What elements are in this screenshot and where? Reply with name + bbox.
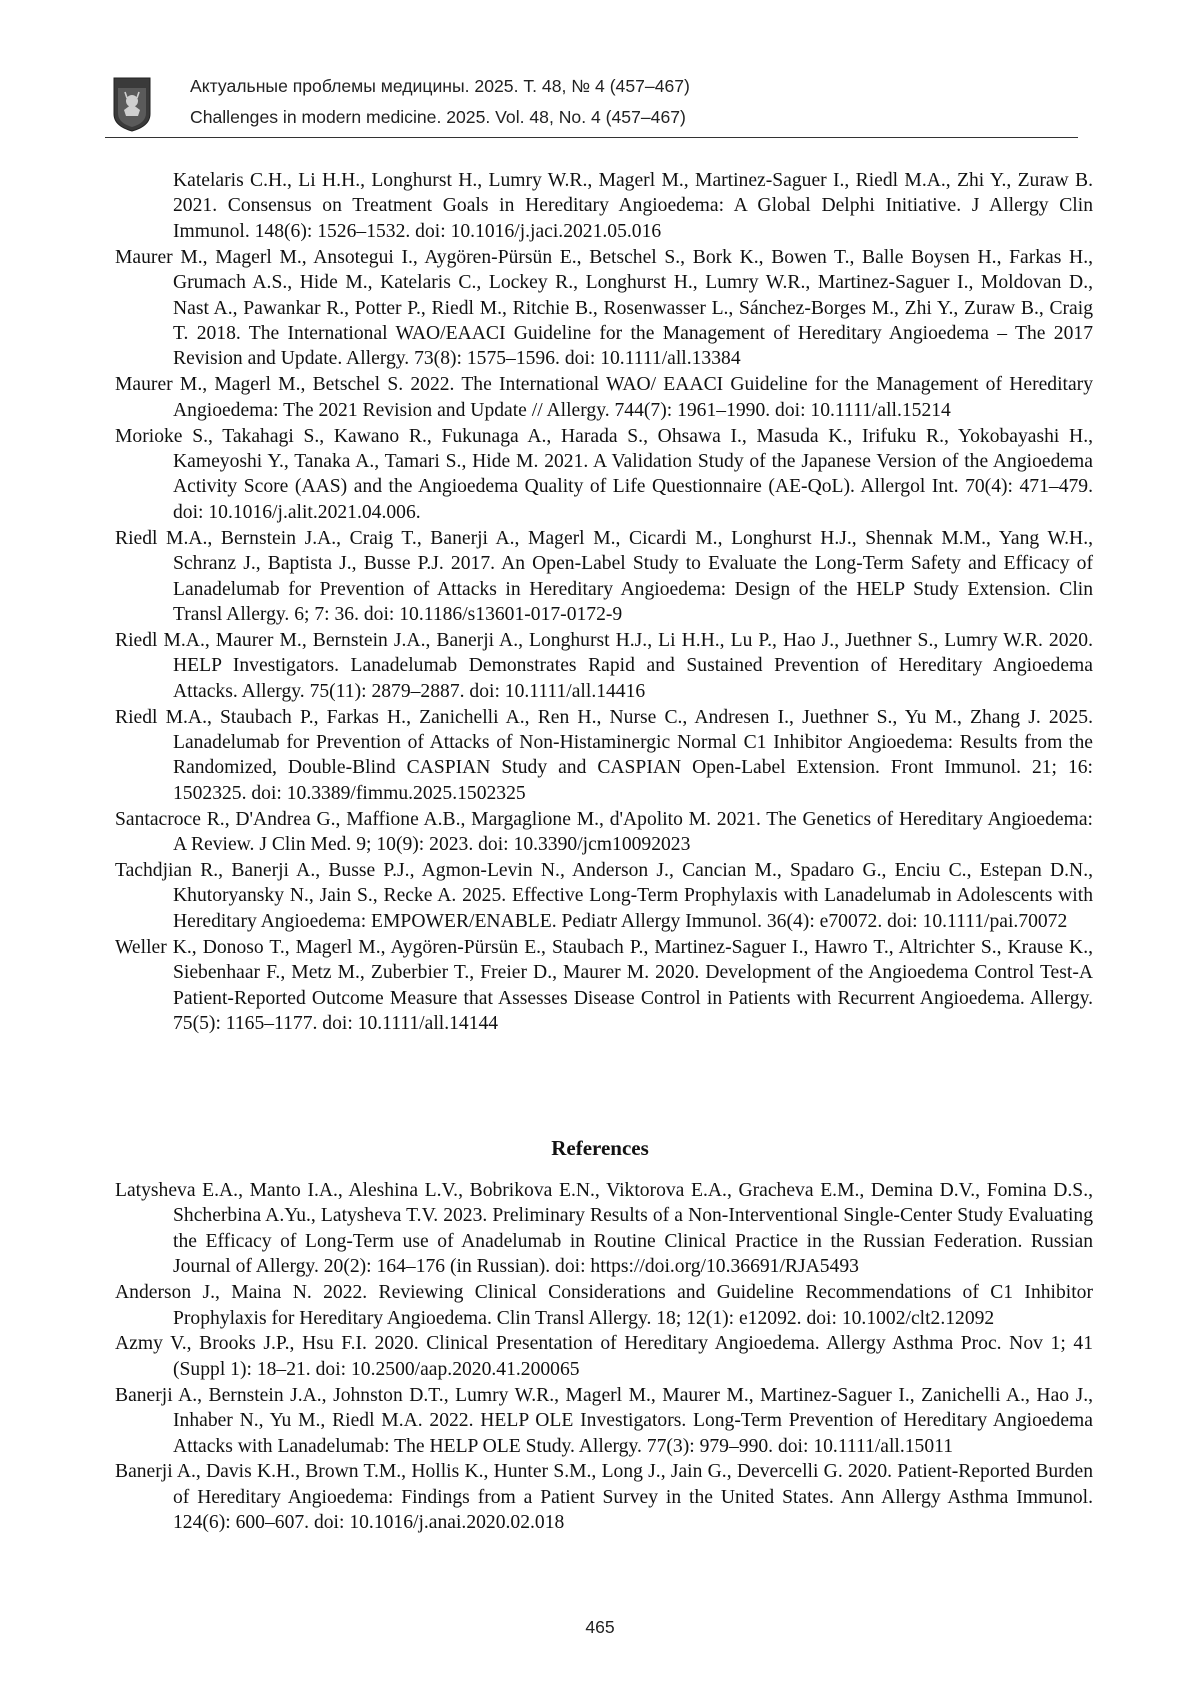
page-header (108, 68, 1078, 140)
header-divider (105, 137, 1078, 138)
reference-item: Maurer M., Magerl M., Ansotegui I., Aygören-Pürsün E., Betschel S., Bork K., Bowen T., Balle Boysen H., Farkas H., Grumach A.S., Hide M., Katelaris C., Lockey R., Longhurst H., Lumry W.R., Martinez-Saguer I., Moldovan D., Nast A., Pawankar R., Potter P., Riedl M., Ritchie B., Rosenwasser L., Sánchez-Borges M., Zhi Y., Zuraw B., Craig T. 2018. The International WAO/EAACI Guideline for the Management of Hereditary Angioedema – The 2017 Revision and Update. Allergy. 73(8): 1575–1596. doi: 10.1111/all.13384 (115, 246, 1093, 370)
page-number: 465 (585, 1617, 615, 1637)
reference-item: Morioke S., Takahagi S., Kawano R., Fukunaga A., Harada S., Ohsawa I., Masuda K., Irifuku R., Yokobayashi H., Kameyoshi Y., Tanaka A., Tamari S., Hide M. 2021. A Validation Study of the Japanese Version of the Angioedema Activity Score (AAS) and the Angioedema Quality of Life Questionnaire (AE-QoL). Allergol Int. 70(4): 471–479. doi: 10.1016/j.alit.2021.04.006. (115, 425, 1093, 523)
reference-list-english (115, 1178, 1093, 1536)
reference-item: Banerji A., Bernstein J.A., Johnston D.T., Lumry W.R., Magerl M., Maurer M., Martinez-Saguer I., Zanichelli A., Hao J., Inhaber N., Yu M., Riedl M.A. 2022. HELP OLE Investigators. Long-Term Prevention of Hereditary Angioedema Attacks with Lanadelumab: The HELP OLE Study. Allergy. 77(3): 979–990. doi: 10.1111/all.15011 (115, 1384, 1093, 1457)
reference-list-continued (115, 168, 1093, 1037)
reference-item: Maurer M., Magerl M., Betschel S. 2022. The International WAO/ EAACI Guideline for the Management of Hereditary Angioedema: The 2021 Revision and Update // Allergy. 744(7): 1961–1990. doi: 10.1111/all.15214 (115, 374, 1093, 421)
reference-item: Riedl M.A., Staubach P., Farkas H., Zanichelli A., Ren H., Nurse C., Andresen I., Juethner S., Yu M., Zhang J. 2025. Lanadelumab for Prevention of Attacks of Non-Histaminergic Normal C1 Inhibitor Angioedema: Results from the Randomized, Double-Blind CASPIAN Study and CASPIAN Open-Label Extension. Front Immunol. 21; 16: 1502325. doi: 10.3389/fimmu.2025.1502325 (115, 706, 1093, 804)
reference-item: Riedl M.A., Bernstein J.A., Craig T., Banerji A., Magerl M., Cicardi M., Longhurst H.J., Shennak M.M., Yang W.H., Schranz J., Baptista J., Busse P.J. 2017. An Open-Label Study to Evaluate the Long-Term Safety and Efficacy of Lanadelumab for Prevention of Attacks in Hereditary Angioedema: Design of the HELP Study Extension. Clin Transl Allergy. 6; 7: 36. doi: 10.1186/s13601-017-0172-9 (115, 527, 1093, 625)
reference-item: Tachdjian R., Banerji A., Busse P.J., Agmon-Levin N., Anderson J., Cancian M., Spadaro G., Enciu C., Estepan D.N., Khutoryansky N., Jain S., Recke A. 2025. Effective Long-Term Prophylaxis with Lanadelumab in Adolescents with Hereditary Angioedema: EMPOWER/ENABLE. Pediatr Allergy Immunol. 36(4): e70072. doi: 10.1111/pai.70072 (115, 859, 1093, 932)
reference-item: Santacroce R., D'Andrea G., Maffione A.B., Margaglione M., d'Apolito M. 2021. The Genetics of Hereditary Angioedema: A Review. J Clin Med. 9; 10(9): 2023. doi: 10.3390/jcm10092023 (115, 808, 1093, 856)
reference-item: Azmy V., Brooks J.P., Hsu F.I. 2020. Clinical Presentation of Hereditary Angioedema. Allergy Asthma Proc. Nov 1; 41 (Suppl 1): 18–21. doi: 10.2500/aap.2020.41.200065 (115, 1333, 1093, 1380)
reference-item: Weller K., Donoso T., Magerl M., Aygören-Pürsün E., Staubach P., Martinez-Saguer I., Hawro T., Altrichter S., Krause K., Siebenhaar F., Metz M., Zuberbier T., Freier D., Maurer M. 2020. Development of the Angioedema Control Test-A Patient-Reported Outcome Measure that Assesses Disease Control in Patients with Recurrent Angioedema. Allergy. 75(5): 1165–1177. doi: 10.1111/all.14144 (115, 936, 1093, 1034)
journal-title-ru: Актуальные проблемы медицины. 2025. Т. 48, № 4 (457–467) (190, 76, 690, 96)
reference-item: Anderson J., Maina N. 2022. Reviewing Clinical Considerations and Guideline Recommendations of C1 Inhibitor Prophylaxis for Hereditary Angioedema. Clin Transl Allergy. 18; 12(1): e12092. doi: 10.1002/clt2.12092 (115, 1282, 1093, 1329)
journal-title-en: Challenges in modern medicine. 2025. Vol. 48, No. 4 (457–467) (190, 107, 686, 127)
reference-item: Latysheva E.A., Manto I.A., Aleshina L.V., Bobrikova E.N., Viktorova E.A., Gracheva E.M., Demina D.V., Fomina D.S., Shcherbina A.Yu., Latysheva T.V. 2023. Preliminary Results of a Non-Interventional Single-Center Study Evaluating the Efficacy of Long-Term use of Anadelumab in Routine Clinical Practice in the Russian Federation. Russian Journal of Allergy. 20(2): 164–176 (in Russian). doi: https://doi.org/10.36691/RJA5493 (115, 1180, 1093, 1278)
references-heading: References (551, 1136, 649, 1160)
reference-item: Riedl M.A., Maurer M., Bernstein J.A., Banerji A., Longhurst H.J., Li H.H., Lu P., Hao J., Juethner S., Lumry W.R. 2020. HELP Investigators. Lanadelumab Demonstrates Rapid and Sustained Prevention of Hereditary Angioedema Attacks. Allergy. 75(11): 2879–2887. doi: 10.1111/all.14416 (115, 629, 1093, 702)
university-shield-logo (112, 76, 152, 132)
reference-item: Katelaris C.H., Li H.H., Longhurst H., Lumry W.R., Magerl M., Martinez-Saguer I., Riedl M.A., Zhi Y., Zuraw B. 2021. Consensus on Treatment Goals in Hereditary Angioedema: A Global Delphi Initiative. J Allergy Clin Immunol. 148(6): 1526–1532. doi: 10.1016/j.jaci.2021.05.016 (173, 170, 1093, 242)
reference-item: Banerji A., Davis K.H., Brown T.M., Hollis K., Hunter S.M., Long J., Jain G., Devercelli G. 2020. Patient-Reported Burden of Hereditary Angioedema: Findings from a Patient Survey in the United States. Ann Allergy Asthma Immunol. 124(6): 600–607. doi: 10.1016/j.anai.2020.02.018 (115, 1461, 1093, 1534)
